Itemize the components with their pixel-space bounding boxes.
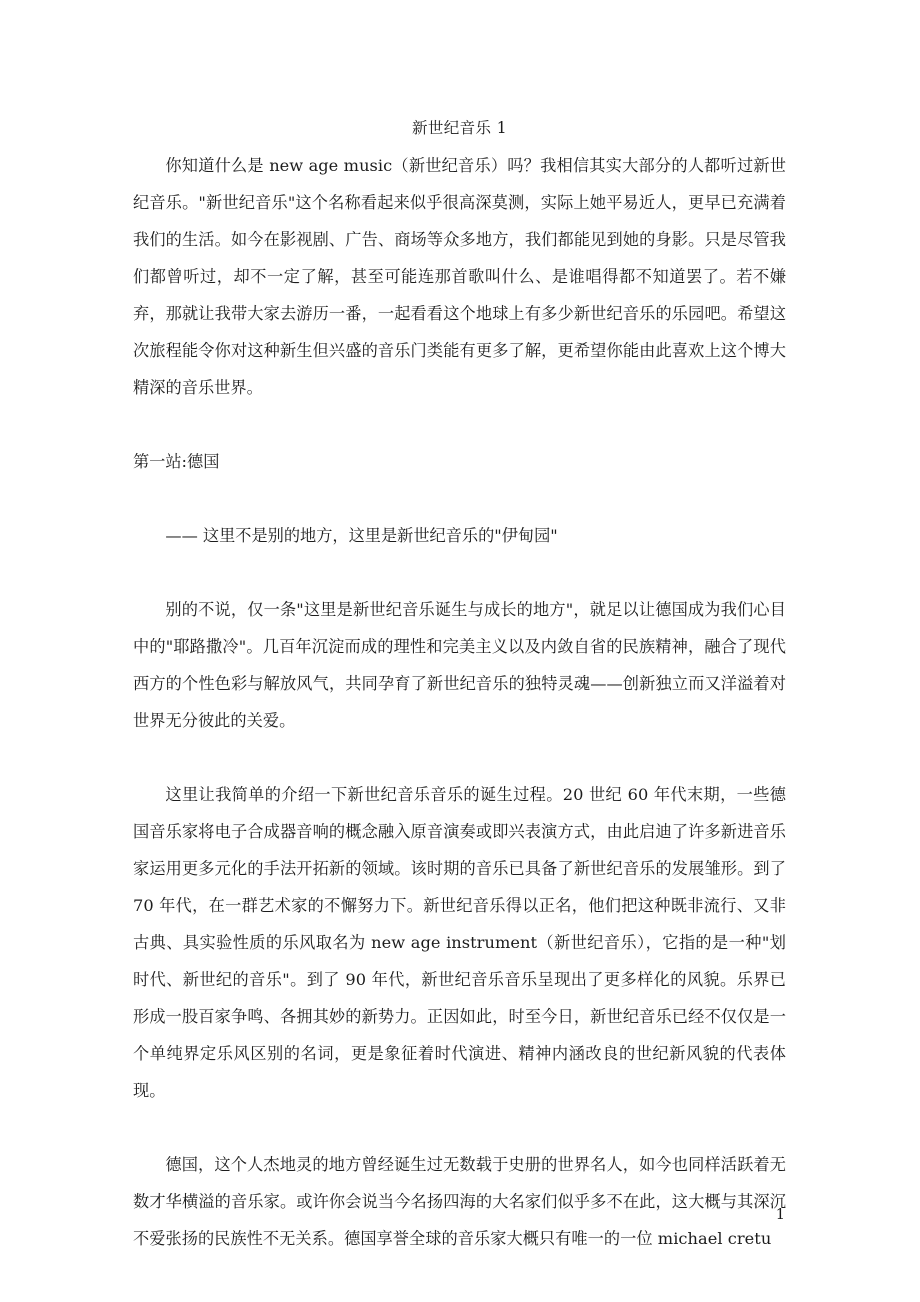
paragraph-body-3: 德国，这个人杰地灵的地方曾经诞生过无数载于史册的世界名人，如今也同样活跃着无数才华横溢的音乐家。或许你会说当今名扬四海的大名家们似乎多不在此，这大概与其深沉不爱张扬的民族性不无关系。德国享誉全球的音乐家大概只有唯一的一位 michael cretu [133, 1155, 786, 1248]
page-title: 新世纪音乐 1 [411, 119, 508, 137]
paragraph-spacer [133, 480, 786, 517]
paragraph-body-1: 别的不说，仅一条"这里是新世纪音乐诞生与成长的地方"，就足以让德国成为我们心目中的"耶路撒冷"。几百年沉淀而成的理性和完美主义以及内敛自省的民族精神，融合了现代西方的个性色彩与解放风气，共同孕育了新世纪音乐的独特灵魂——创新独立而又洋溢着对世界无分彼此的关爱。 [133, 600, 786, 730]
paragraph-intro: 你知道什么是 new age music（新世纪音乐）吗？我相信其实大部分的人都听过新世纪音乐。"新世纪音乐"这个名称看起来似乎很高深莫测，实际上她平易近人，更早已充满着我们的生活。如今在影视剧、广告、商场等众多地方，我们都能见到她的身影。只是尽管我们都曾听过，却不一定了解，甚至可能连那首歌叫什么、是谁唱得都不知道罢了。若不嫌弃，那就让我带大家去游历一番，一起看看这个地球上有多少新世纪音乐的乐园吧。希望这次旅程能令你对这种新生但兴盛的音乐门类能有更多了解，更希望你能由此喜欢上这个博大精深的音乐世界。 [133, 156, 786, 397]
document-body [133, 110, 786, 1257]
paragraph-spacer [133, 554, 786, 591]
page-number: 1 [775, 1207, 785, 1223]
paragraph-body-2: 这里让我简单的介绍一下新世纪音乐音乐的诞生过程。20 世纪 60 年代末期，一些德国音乐家将电子合成器音响的概念融入原音演奏或即兴表演方式，由此启迪了许多新进音乐家运用更多元化的手法开拓新的领域。该时期的音乐已具备了新世纪音乐的发展雏形。到了 70 年代，在一群艺术家的不懈努力下。新世纪音乐得以正名，他们把这种既非流行、又非古典、具实验性质的乐风取名为 new age instrument（新世纪音乐），它指的是一种"划时代、新世纪的音乐"。到了 90 年代，新世纪音乐音乐呈现出了更多样化的风貌。乐界已形成一股百家争鸣、各拥其妙的新势力。正因如此，时至今日，新世纪音乐已经不仅仅是一个单纯界定乐风区别的名词，更是象征着时代演进、精神内涵改良的世纪新风貌的代表体现。 [133, 785, 786, 1100]
paragraph-spacer [133, 739, 786, 776]
section-subtitle-eden: —— 这里不是别的地方，这里是新世纪音乐的"伊甸园" [165, 526, 558, 545]
paragraph-spacer [133, 1109, 786, 1146]
section-heading-germany: 第一站:德国 [133, 452, 220, 471]
paragraph-spacer [133, 406, 786, 443]
